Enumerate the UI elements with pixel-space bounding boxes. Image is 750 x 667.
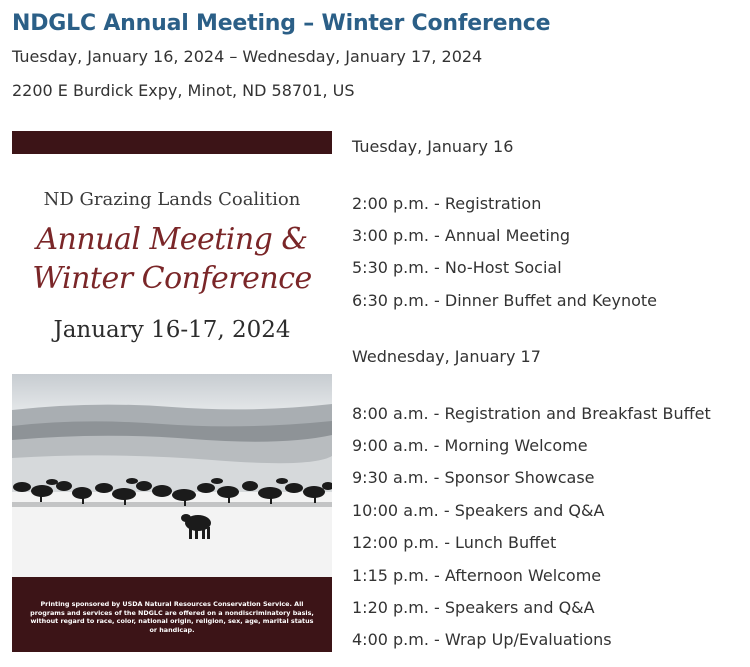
- poster-script-line-1: Annual Meeting &: [36, 222, 308, 257]
- poster-footer-disclaimer: Printing sponsored by USDA Natural Resources Conservation Service. All programs and services of the NDGLC are offered on a nondiscriminatory basis, without regard to race, color, national origin, religion, sex, age, marital status or handicap.: [12, 577, 332, 652]
- schedule-item: 3:00 p.m. - Annual Meeting: [352, 226, 571, 245]
- poster-org-name: ND Grazing Lands Coalition: [43, 189, 301, 210]
- schedule-item: 8:00 a.m. - Registration and Breakfast Buffet: [352, 404, 711, 423]
- poster-top-band: [12, 131, 332, 154]
- schedule-item: 2:00 p.m. - Registration: [352, 194, 542, 213]
- event-dates: Tuesday, January 16, 2024 – Wednesday, January 17, 2024: [12, 47, 483, 66]
- conference-poster: [12, 131, 332, 652]
- day-heading-wednesday: Wednesday, January 17: [352, 347, 541, 366]
- schedule-item: 12:00 p.m. - Lunch Buffet: [352, 533, 557, 552]
- day-heading-tuesday: Tuesday, January 16: [352, 137, 514, 156]
- schedule-item: 6:30 p.m. - Dinner Buffet and Keynote: [352, 291, 658, 310]
- schedule-item: 10:00 a.m. - Speakers and Q&A: [352, 501, 605, 520]
- schedule-item: 1:20 p.m. - Speakers and Q&A: [352, 598, 595, 617]
- poster-script-line-2: Winter Conference: [32, 261, 312, 296]
- schedule-item: 1:15 p.m. - Afternoon Welcome: [352, 566, 602, 585]
- cattle-in-snow-photo: [12, 374, 332, 577]
- event-address: 2200 E Burdick Expy, Minot, ND 58701, US: [12, 81, 355, 100]
- poster-dates: January 16-17, 2024: [53, 317, 291, 343]
- schedule-item: 9:00 a.m. - Morning Welcome: [352, 436, 588, 455]
- schedule-item: 5:30 p.m. - No-Host Social: [352, 258, 562, 277]
- schedule-item: 4:00 p.m. - Wrap Up/Evaluations: [352, 630, 612, 649]
- schedule-item: 9:30 a.m. - Sponsor Showcase: [352, 468, 595, 487]
- event-title: NDGLC Annual Meeting – Winter Conference: [12, 11, 551, 36]
